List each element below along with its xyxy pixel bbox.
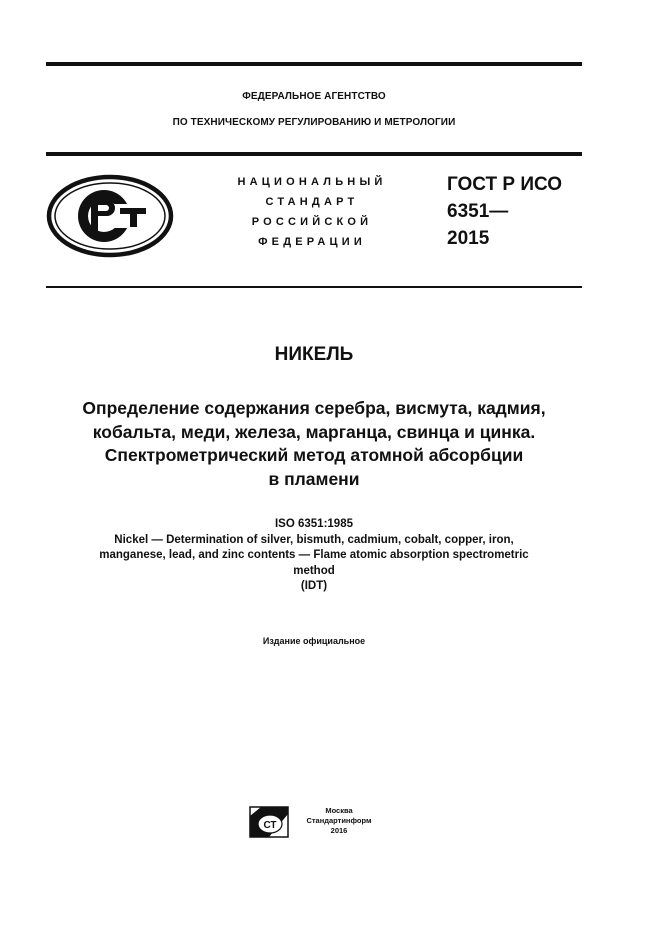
header-bottom-divider <box>46 286 582 288</box>
rst-logo-icon <box>46 174 174 258</box>
publisher-city: Москва <box>325 806 353 815</box>
top-divider <box>46 62 582 66</box>
designation-line1: ГОСТ Р ИСО <box>447 174 563 195</box>
designation-line3: 2015 <box>447 228 490 249</box>
subtitle-line1: Определение содержания серебра, висмута, кадмия, <box>82 398 546 418</box>
english-title-line1: Nickel — Determination of silver, bismuth, cadmium, cobalt, copper, iron, <box>114 533 514 546</box>
standard-type-line4: ФЕДЕРАЦИИ <box>258 236 366 248</box>
standartinform-logo-icon <box>249 806 289 838</box>
english-title-line2: manganese, lead, and zinc contents — Flame atomic absorption spectrometric <box>99 549 529 561</box>
publisher-info <box>296 806 382 836</box>
svg-text:СТ: СТ <box>263 820 277 831</box>
idt-label: (IDT) <box>300 580 328 592</box>
document-title: НИКЕЛЬ <box>274 344 354 365</box>
standard-designation <box>447 171 562 252</box>
publication-year: 2016 <box>330 826 348 835</box>
subtitle-line2: кобальта, меди, железа, марганца, свинца и цинка. <box>92 421 536 442</box>
standard-type-line2: СТАНДАРТ <box>265 196 359 208</box>
edition-label: Издание официальное <box>262 636 366 646</box>
standard-type-line3: РОССИЙСКОЙ <box>251 216 373 228</box>
subtitle-line3: Спектрометрический метод атомной абсорбции <box>104 445 524 465</box>
subtitle-line4: в пламени <box>268 468 360 489</box>
agency-name-line1: ФЕДЕРАЛЬНОЕ АГЕНТСТВО <box>242 91 386 102</box>
header-divider <box>46 152 582 156</box>
publisher-name: Стандартинформ <box>306 816 372 825</box>
iso-reference: ISO 6351:1985 <box>274 518 353 530</box>
iso-reference-block <box>46 517 582 595</box>
standard-type <box>218 172 406 252</box>
designation-line2: 6351— <box>447 201 509 222</box>
english-title-line3: method <box>293 564 335 577</box>
document-subtitle <box>46 397 582 491</box>
standard-type-line1: НАЦИОНАЛЬНЫЙ <box>237 176 387 188</box>
agency-name-line2: ПО ТЕХНИЧЕСКОМУ РЕГУЛИРОВАНИЮ И МЕТРОЛОГИИ <box>172 117 456 128</box>
